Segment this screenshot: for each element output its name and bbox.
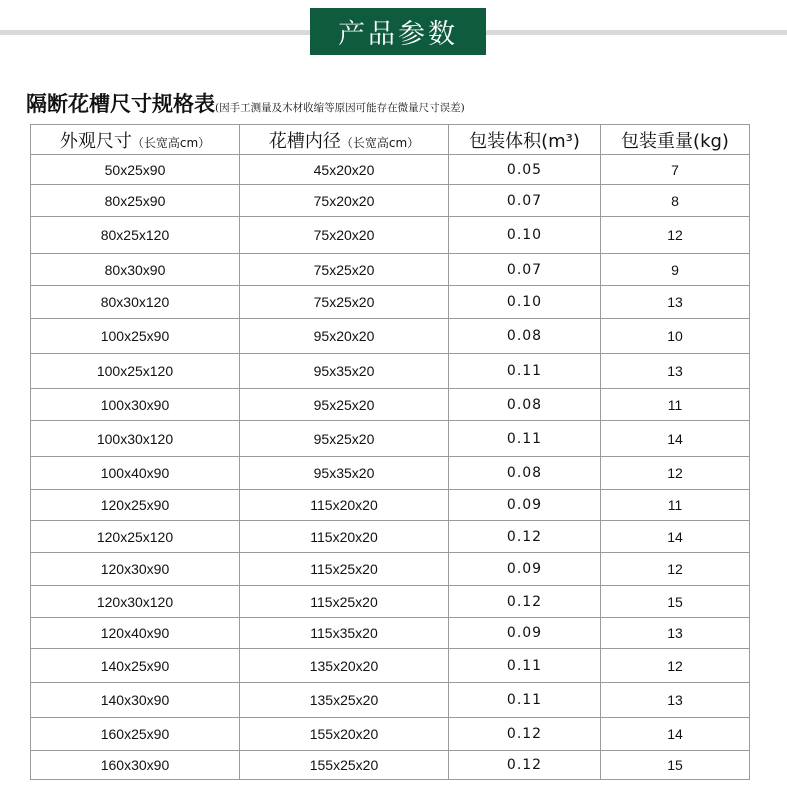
table-title (26, 88, 465, 118)
cell-outer-size: 140x30x90 (31, 683, 240, 718)
cell-outer-size: 100x25x90 (31, 319, 240, 354)
cell-inner-size: 135x25x20 (240, 683, 449, 718)
cell-inner-size: 95x35x20 (240, 354, 449, 389)
table-row (31, 185, 750, 217)
table-row (31, 354, 750, 389)
spec-table (30, 124, 750, 780)
cell-outer-size: 80x25x90 (31, 185, 240, 217)
cell-weight: 12 (601, 649, 750, 683)
cell-outer-size: 80x25x120 (31, 217, 240, 254)
cell-volume: 0.11 (449, 354, 601, 389)
table-row (31, 155, 750, 185)
banner-title-text: 产品参数 (338, 19, 458, 50)
cell-outer-size: 100x40x90 (31, 457, 240, 490)
cell-inner-size: 75x20x20 (240, 217, 449, 254)
cell-weight: 13 (601, 618, 750, 649)
cell-volume: 0.08 (449, 389, 601, 421)
cell-outer-size: 100x25x120 (31, 354, 240, 389)
cell-outer-size: 80x30x120 (31, 286, 240, 319)
table-row (31, 521, 750, 553)
cell-outer-size: 120x25x120 (31, 521, 240, 553)
cell-inner-size: 75x25x20 (240, 286, 449, 319)
cell-inner-size: 95x25x20 (240, 389, 449, 421)
cell-outer-size: 100x30x120 (31, 421, 240, 457)
cell-inner-size: 115x20x20 (240, 490, 449, 521)
cell-outer-size: 100x30x90 (31, 389, 240, 421)
cell-volume: 0.07 (449, 254, 601, 286)
table-row (31, 586, 750, 618)
cell-inner-size: 155x20x20 (240, 718, 449, 751)
cell-volume: 0.12 (449, 521, 601, 553)
table-row (31, 217, 750, 254)
cell-weight: 12 (601, 217, 750, 254)
cell-inner-size: 155x25x20 (240, 751, 449, 780)
cell-inner-size: 115x25x20 (240, 586, 449, 618)
cell-weight: 11 (601, 389, 750, 421)
banner-title (310, 8, 486, 55)
cell-weight: 13 (601, 683, 750, 718)
cell-inner-size: 115x20x20 (240, 521, 449, 553)
cell-outer-size: 50x25x90 (31, 155, 240, 185)
col-header-outer-size: 外观尺寸（长宽高cm） (31, 125, 240, 155)
cell-outer-size: 120x40x90 (31, 618, 240, 649)
table-title-main: 隔断花槽尺寸规格表 (26, 91, 215, 116)
cell-volume: 0.12 (449, 718, 601, 751)
table-row (31, 649, 750, 683)
cell-volume: 0.11 (449, 683, 601, 718)
cell-inner-size: 75x25x20 (240, 254, 449, 286)
col-header-inner-size: 花槽内径（长宽高cm） (240, 125, 449, 155)
cell-weight: 7 (601, 155, 750, 185)
cell-outer-size: 160x25x90 (31, 718, 240, 751)
cell-volume: 0.05 (449, 155, 601, 185)
cell-weight: 9 (601, 254, 750, 286)
table-row (31, 457, 750, 490)
table-row (31, 421, 750, 457)
cell-weight: 12 (601, 457, 750, 490)
cell-inner-size: 95x25x20 (240, 421, 449, 457)
cell-outer-size: 120x30x120 (31, 586, 240, 618)
cell-volume: 0.11 (449, 421, 601, 457)
cell-inner-size: 135x20x20 (240, 649, 449, 683)
cell-weight: 14 (601, 718, 750, 751)
col-header-weight: 包装重量(kg) (601, 125, 750, 155)
cell-weight: 15 (601, 751, 750, 780)
cell-weight: 12 (601, 553, 750, 586)
table-body (31, 155, 750, 780)
table-title-note: (因手工测量及木材收缩等原因可能存在微量尺寸误差) (215, 102, 465, 114)
cell-volume: 0.09 (449, 553, 601, 586)
cell-outer-size: 160x30x90 (31, 751, 240, 780)
table-row (31, 286, 750, 319)
cell-volume: 0.09 (449, 618, 601, 649)
cell-volume: 0.10 (449, 217, 601, 254)
cell-volume: 0.09 (449, 490, 601, 521)
cell-volume: 0.08 (449, 319, 601, 354)
cell-volume: 0.12 (449, 751, 601, 780)
table-row (31, 751, 750, 780)
cell-inner-size: 95x35x20 (240, 457, 449, 490)
cell-outer-size: 80x30x90 (31, 254, 240, 286)
cell-volume: 0.12 (449, 586, 601, 618)
cell-weight: 11 (601, 490, 750, 521)
cell-weight: 10 (601, 319, 750, 354)
table-row (31, 683, 750, 718)
cell-volume: 0.10 (449, 286, 601, 319)
table-row (31, 618, 750, 649)
cell-weight: 14 (601, 521, 750, 553)
cell-outer-size: 120x30x90 (31, 553, 240, 586)
table-row (31, 718, 750, 751)
cell-inner-size: 45x20x20 (240, 155, 449, 185)
cell-weight: 15 (601, 586, 750, 618)
cell-outer-size: 140x25x90 (31, 649, 240, 683)
cell-weight: 14 (601, 421, 750, 457)
table-row (31, 490, 750, 521)
cell-weight: 13 (601, 354, 750, 389)
table-row (31, 389, 750, 421)
col-header-volume: 包装体积(m³) (449, 125, 601, 155)
cell-inner-size: 115x25x20 (240, 553, 449, 586)
cell-outer-size: 120x25x90 (31, 490, 240, 521)
cell-inner-size: 115x35x20 (240, 618, 449, 649)
cell-volume: 0.08 (449, 457, 601, 490)
cell-weight: 8 (601, 185, 750, 217)
cell-inner-size: 95x20x20 (240, 319, 449, 354)
cell-weight: 13 (601, 286, 750, 319)
table-row (31, 254, 750, 286)
cell-inner-size: 75x20x20 (240, 185, 449, 217)
cell-volume: 0.07 (449, 185, 601, 217)
cell-volume: 0.11 (449, 649, 601, 683)
table-row (31, 319, 750, 354)
table-header-row (31, 125, 750, 155)
table-row (31, 553, 750, 586)
